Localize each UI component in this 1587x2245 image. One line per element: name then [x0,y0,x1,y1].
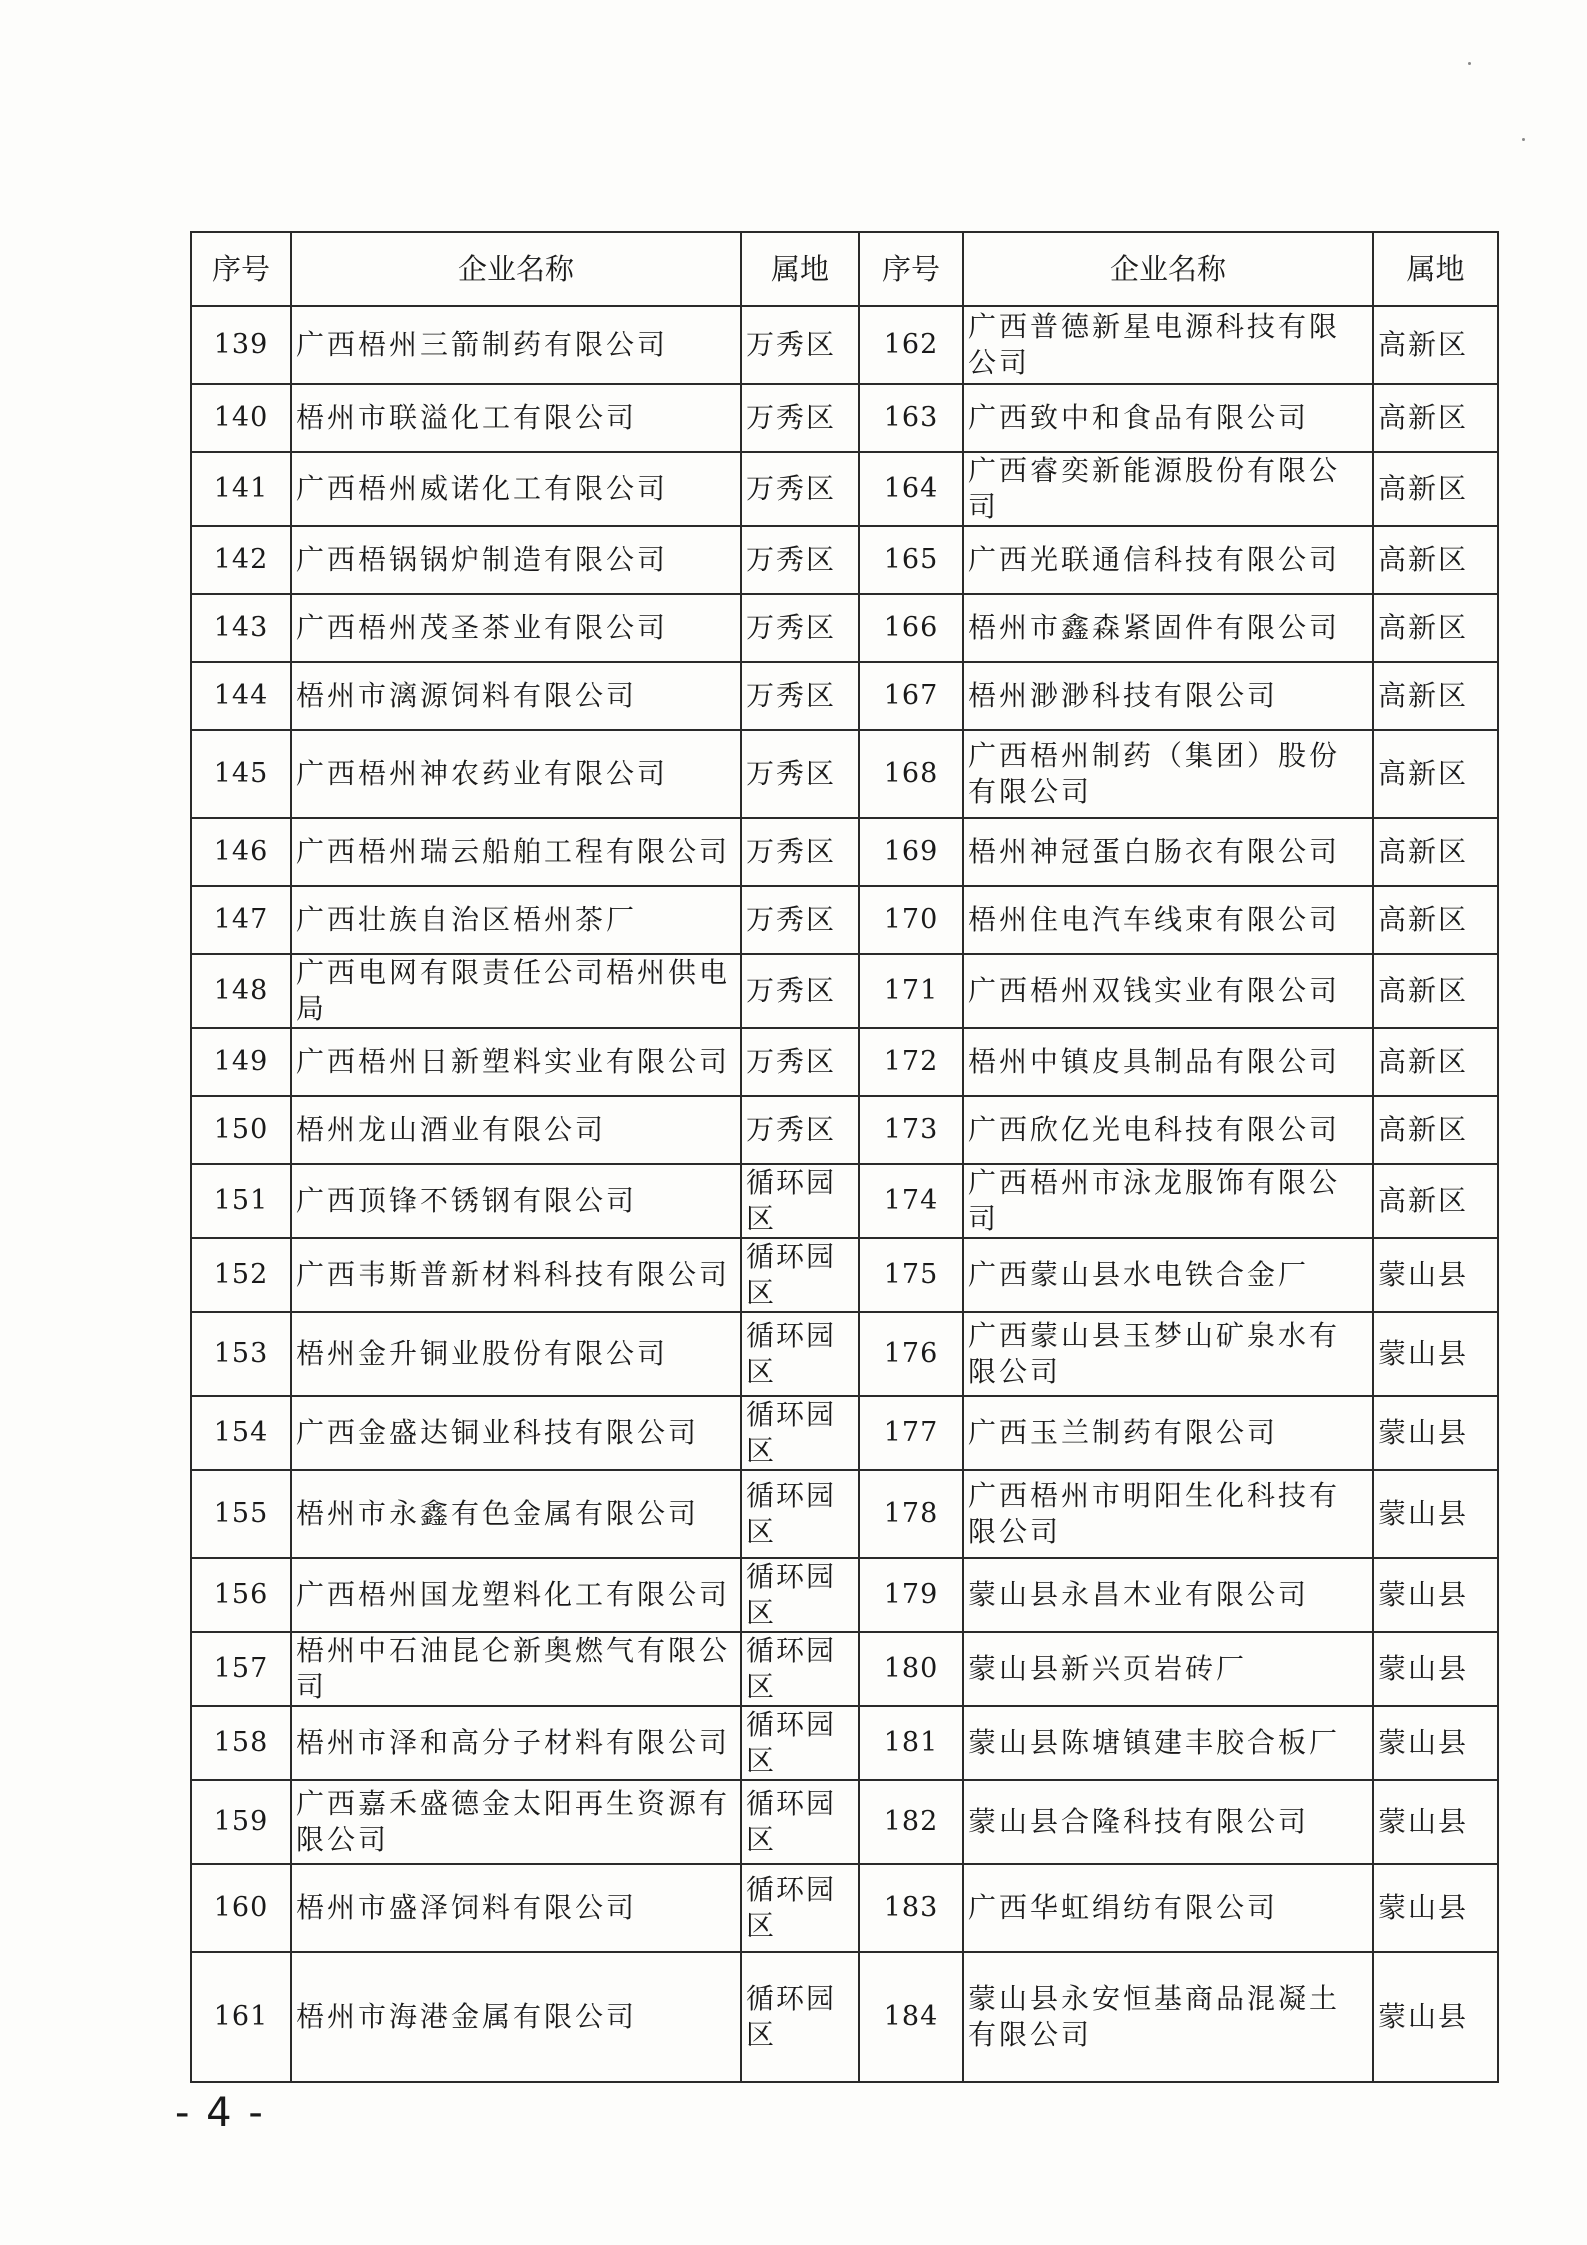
row-serial-left: 161 [191,1952,291,2082]
row-location-right: 高新区 [1373,1096,1498,1164]
table-header-row [191,232,1498,306]
row-location-right: 高新区 [1373,452,1498,526]
row-company-left: 梧州市漓源饲料有限公司 [291,662,741,730]
row-company-right: 蒙山县新兴页岩砖厂 [963,1632,1373,1706]
row-location-right: 高新区 [1373,384,1498,452]
row-company-right: 蒙山县陈塘镇建丰胶合板厂 [963,1706,1373,1780]
row-company-left: 广西嘉禾盛德金太阳再生资源有限公司 [291,1780,741,1864]
row-company-left: 梧州中石油昆仑新奥燃气有限公司 [291,1632,741,1706]
row-serial-right: 170 [859,886,963,954]
row-serial-left: 150 [191,1096,291,1164]
row-location-right: 蒙山县 [1373,1396,1498,1470]
row-serial-right: 171 [859,954,963,1028]
row-location-right: 高新区 [1373,1164,1498,1238]
row-location-right: 蒙山县 [1373,1470,1498,1558]
row-serial-left: 143 [191,594,291,662]
row-serial-right: 168 [859,730,963,818]
table-row [191,1028,1498,1096]
row-location-left: 循环园区 [741,1780,859,1864]
row-location-right: 高新区 [1373,526,1498,594]
row-location-right: 蒙山县 [1373,1558,1498,1632]
row-company-left: 梧州市盛泽饲料有限公司 [291,1864,741,1952]
scan-speck [1522,138,1525,141]
row-company-left: 广西顶锋不锈钢有限公司 [291,1164,741,1238]
table-row [191,730,1498,818]
row-company-left: 梧州市海港金属有限公司 [291,1952,741,2082]
row-location-right: 高新区 [1373,662,1498,730]
row-location-left: 万秀区 [741,954,859,1028]
row-serial-right: 167 [859,662,963,730]
row-location-left: 万秀区 [741,452,859,526]
table-row [191,1632,1498,1706]
row-serial-left: 160 [191,1864,291,1952]
row-serial-left: 156 [191,1558,291,1632]
row-location-left: 循环园区 [741,1396,859,1470]
row-location-left: 万秀区 [741,1028,859,1096]
row-location-right: 蒙山县 [1373,1780,1498,1864]
table-row [191,526,1498,594]
row-company-right: 广西蒙山县玉梦山矿泉水有限公司 [963,1312,1373,1396]
row-serial-right: 182 [859,1780,963,1864]
row-company-left: 广西梧州茂圣茶业有限公司 [291,594,741,662]
row-serial-left: 151 [191,1164,291,1238]
row-company-left: 广西梧州威诺化工有限公司 [291,452,741,526]
row-location-right: 高新区 [1373,886,1498,954]
row-company-left: 广西梧州瑞云船舶工程有限公司 [291,818,741,886]
row-location-left: 万秀区 [741,526,859,594]
row-serial-left: 148 [191,954,291,1028]
row-serial-left: 139 [191,306,291,384]
row-location-left: 万秀区 [741,886,859,954]
row-serial-right: 172 [859,1028,963,1096]
row-serial-left: 155 [191,1470,291,1558]
header-serial-right: 序号 [859,232,963,306]
row-serial-left: 144 [191,662,291,730]
table-row [191,662,1498,730]
row-serial-left: 154 [191,1396,291,1470]
row-location-right: 高新区 [1373,306,1498,384]
row-company-right: 广西梧州制药（集团）股份有限公司 [963,730,1373,818]
row-serial-right: 164 [859,452,963,526]
row-serial-left: 142 [191,526,291,594]
row-serial-right: 176 [859,1312,963,1396]
row-company-right: 蒙山县永安恒基商品混凝土有限公司 [963,1952,1373,2082]
row-company-right: 广西梧州市明阳生化科技有限公司 [963,1470,1373,1558]
row-company-left: 梧州市永鑫有色金属有限公司 [291,1470,741,1558]
header-location-left: 属地 [741,232,859,306]
row-serial-left: 147 [191,886,291,954]
row-location-left: 循环园区 [741,1238,859,1312]
table-row [191,1558,1498,1632]
row-company-right: 广西玉兰制药有限公司 [963,1396,1373,1470]
row-serial-right: 183 [859,1864,963,1952]
page-number: - 4 - [175,2090,265,2136]
row-serial-left: 153 [191,1312,291,1396]
table-row [191,1706,1498,1780]
table-row [191,1470,1498,1558]
row-location-left: 万秀区 [741,1096,859,1164]
row-serial-right: 184 [859,1952,963,2082]
row-company-right: 广西光联通信科技有限公司 [963,526,1373,594]
row-serial-right: 163 [859,384,963,452]
row-serial-left: 152 [191,1238,291,1312]
row-location-left: 循环园区 [741,1706,859,1780]
row-company-right: 广西华虹绢纺有限公司 [963,1864,1373,1952]
enterprise-table [190,231,1499,2083]
row-location-left: 万秀区 [741,730,859,818]
row-company-left: 梧州金升铜业股份有限公司 [291,1312,741,1396]
row-location-left: 循环园区 [741,1864,859,1952]
row-location-left: 循环园区 [741,1470,859,1558]
table-row [191,1238,1498,1312]
row-company-left: 广西梧州三箭制药有限公司 [291,306,741,384]
row-location-right: 蒙山县 [1373,1238,1498,1312]
row-company-right: 蒙山县合隆科技有限公司 [963,1780,1373,1864]
row-location-right: 蒙山县 [1373,1706,1498,1780]
row-company-right: 广西致中和食品有限公司 [963,384,1373,452]
row-serial-right: 178 [859,1470,963,1558]
row-location-left: 循环园区 [741,1952,859,2082]
row-company-right: 梧州中镇皮具制品有限公司 [963,1028,1373,1096]
row-serial-right: 179 [859,1558,963,1632]
row-location-right: 高新区 [1373,1028,1498,1096]
row-serial-right: 162 [859,306,963,384]
row-serial-left: 158 [191,1706,291,1780]
row-serial-right: 175 [859,1238,963,1312]
table-row [191,1312,1498,1396]
table-row [191,1864,1498,1952]
header-company-right: 企业名称 [963,232,1373,306]
row-company-right: 梧州市鑫森紧固件有限公司 [963,594,1373,662]
row-serial-right: 165 [859,526,963,594]
row-company-left: 广西电网有限责任公司梧州供电局 [291,954,741,1028]
row-location-right: 蒙山县 [1373,1632,1498,1706]
row-location-left: 万秀区 [741,384,859,452]
row-company-left: 广西壮族自治区梧州茶厂 [291,886,741,954]
row-serial-left: 157 [191,1632,291,1706]
row-company-right: 广西普德新星电源科技有限公司 [963,306,1373,384]
row-location-right: 蒙山县 [1373,1864,1498,1952]
row-location-left: 循环园区 [741,1632,859,1706]
row-location-right: 高新区 [1373,954,1498,1028]
row-serial-left: 149 [191,1028,291,1096]
row-company-right: 广西蒙山县水电铁合金厂 [963,1238,1373,1312]
row-location-right: 蒙山县 [1373,1312,1498,1396]
table-row [191,1396,1498,1470]
table-row [191,1780,1498,1864]
row-serial-left: 145 [191,730,291,818]
table-row [191,1952,1498,2082]
row-company-right: 梧州住电汽车线束有限公司 [963,886,1373,954]
row-serial-right: 174 [859,1164,963,1238]
row-company-right: 蒙山县永昌木业有限公司 [963,1558,1373,1632]
row-serial-left: 140 [191,384,291,452]
scan-speck [1468,62,1471,65]
row-company-right: 梧州渺渺科技有限公司 [963,662,1373,730]
table-row [191,594,1498,662]
row-serial-right: 177 [859,1396,963,1470]
row-company-left: 梧州市泽和高分子材料有限公司 [291,1706,741,1780]
row-location-left: 万秀区 [741,662,859,730]
table-row [191,1096,1498,1164]
row-serial-right: 166 [859,594,963,662]
row-serial-right: 181 [859,1706,963,1780]
row-serial-right: 169 [859,818,963,886]
row-serial-left: 146 [191,818,291,886]
row-location-left: 循环园区 [741,1312,859,1396]
row-serial-right: 173 [859,1096,963,1164]
row-location-left: 循环园区 [741,1558,859,1632]
row-company-left: 广西韦斯普新材料科技有限公司 [291,1238,741,1312]
header-serial-left: 序号 [191,232,291,306]
row-serial-left: 141 [191,452,291,526]
row-company-left: 梧州龙山酒业有限公司 [291,1096,741,1164]
table-row [191,1164,1498,1238]
row-serial-right: 180 [859,1632,963,1706]
table-row [191,954,1498,1028]
row-location-left: 万秀区 [741,594,859,662]
row-company-left: 广西梧锅锅炉制造有限公司 [291,526,741,594]
table-row [191,452,1498,526]
row-company-left: 广西梧州日新塑料实业有限公司 [291,1028,741,1096]
row-company-right: 广西欣亿光电科技有限公司 [963,1096,1373,1164]
row-location-right: 蒙山县 [1373,1952,1498,2082]
row-company-left: 广西梧州国龙塑料化工有限公司 [291,1558,741,1632]
row-company-left: 广西金盛达铜业科技有限公司 [291,1396,741,1470]
row-company-right: 广西梧州双钱实业有限公司 [963,954,1373,1028]
table-body [191,306,1498,2082]
row-company-right: 广西梧州市泳龙服饰有限公司 [963,1164,1373,1238]
row-company-left: 梧州市联溢化工有限公司 [291,384,741,452]
row-location-left: 万秀区 [741,818,859,886]
row-location-left: 循环园区 [741,1164,859,1238]
table-row [191,384,1498,452]
row-company-right: 梧州神冠蛋白肠衣有限公司 [963,818,1373,886]
table-row [191,886,1498,954]
row-location-right: 高新区 [1373,730,1498,818]
header-company-left: 企业名称 [291,232,741,306]
table-row [191,818,1498,886]
row-location-right: 高新区 [1373,818,1498,886]
row-location-right: 高新区 [1373,594,1498,662]
header-location-right: 属地 [1373,232,1498,306]
row-company-right: 广西睿奕新能源股份有限公司 [963,452,1373,526]
table-row [191,306,1498,384]
row-company-left: 广西梧州神农药业有限公司 [291,730,741,818]
row-serial-left: 159 [191,1780,291,1864]
row-location-left: 万秀区 [741,306,859,384]
